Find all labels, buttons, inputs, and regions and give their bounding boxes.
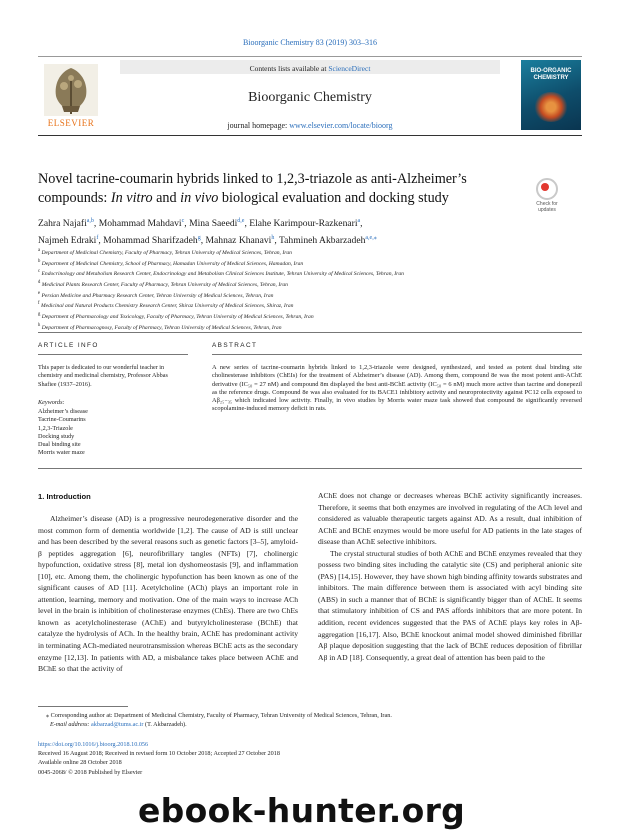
author[interactable]: Mohammad Mahdavi$^c$ bbox=[98, 218, 185, 230]
keyword: Docking study bbox=[38, 432, 75, 440]
watermark-text: ebook-hunter.org bbox=[138, 791, 466, 830]
title-part2: biological evaluation and docking study bbox=[218, 190, 449, 206]
sciencedirect-link[interactable]: ScienceDirect bbox=[328, 64, 371, 73]
footnote-divider bbox=[38, 706, 128, 707]
contents-line bbox=[120, 64, 500, 73]
available-online: Available online 28 October 2018 bbox=[38, 759, 122, 767]
intro-paragraph: AChE does not change or decreases whereas BChE activity significantly increases. Therefore, it seems that both enzymes are involved in regulating of the ACh level and considered as valuable therapeutic targets against AD. As a result, dual inhibition of AChE and BChE enzymes would be more useful for AD patients in the late stages of disease than AChE selective inhibitors. bbox=[318, 491, 582, 547]
email-suffix: (T. Akbarzadeh). bbox=[143, 721, 187, 728]
journal-title: Bioorganic Chemistry bbox=[248, 90, 372, 105]
author[interactable]: Mahnaz Khanavi$^h$ bbox=[205, 235, 275, 247]
keyword: Tacrine-Coumarins bbox=[38, 416, 86, 424]
affiliation-item: $^f$ Medicinal and Natural Products Chemistry Research Center, Shiraz University of Medical Sciences, Shiraz, Iran bbox=[38, 301, 294, 310]
email-label: E-mail address: bbox=[50, 721, 92, 728]
abstract-header: ABSTRACT bbox=[212, 342, 258, 349]
abstract-text: A new series of tacrine-coumarin hybrids linked to 1,2,3-triazole were designed, synthesized, and tested as potent dual binding site cholinesterase inhibitors (ChEIs) for the treatment of Alzheimer’s disease (AD). Among them, compound 8e was the most potent anti-AChE derivative (IC₅₀ = 27 nM) and compound 8m displayed the best anti-BChE activity (IC₅₀ = 6 nM) much more active than tacrine and donepezil as the reference drugs. Compound 8e was also evaluated for its BACE1 inhibitory activity and neuroprotectivity against PC12 cells exposed to Aβ₂₅₋₃₅ which indicated low activity. Finally, in vivo studies by Morris water maze task showed that compound 8e significantly reversed scopolamine-induced memory deficit in rats. bbox=[212, 364, 582, 413]
homepage-prefix: journal homepage: bbox=[227, 121, 290, 130]
journal-homepage bbox=[120, 121, 500, 130]
copyright-line: 0045-2068/ © 2018 Published by Elsevier bbox=[38, 768, 143, 776]
keyword: 1,2,3-Triazole bbox=[38, 424, 73, 432]
author[interactable]: Mohammad Sharifzadeh$^g$ bbox=[103, 235, 201, 247]
author[interactable]: Mina Saeedi$^{d,e}$ bbox=[189, 218, 245, 230]
footnote-line: ⁎ Corresponding author at: Department of Medicinal Chemistry, Faculty of Pharmacy, Tehran University of Medical Sciences, Tehran, Iran. bbox=[46, 712, 392, 719]
intro-paragraph: Alzheimer’s disease (AD) is a progressive neurodegenerative disorder and the most common form of dementia worldwide [1,2]. The cause of AD is still unclear and has been described by the several reasons such as genetic factors [3–5], amyloid-β peptides aggregation [6], neurofibrillary tangles (NFTs) [7], cholinergic hypofunction, oxidative stress [8], metal ion dyshomeostasis [9], and inflammation [10], etc. Among them, the cholinergic hypofunction has been known as one of the significant causes of AD [11]. Acetylcholine (ACh) plays an important role in attention, learning, memory and motivation. One of the main ways to increase ACh level in the brain is inhibition of cholinesterase enzymes (ChEs). There are two ChEs known as acetylcholinesterase (AChE) and butyrylcholinesterase (BChE) that catalyze the hydrolysis of ACh. In the healthy brain, AChE has predominant activity in terminating ACh-mediated neurotransmission whereas BChE acts as the secondary enzyme [12,13]. In patients with AD, a misbalance takes place between AChE and BChE so that the activity of bbox=[38, 514, 298, 674]
divider bbox=[212, 354, 582, 355]
affiliation-item: $^b$ Department of Medicinal Chemistry, School of Pharmacy, Hamadan University of Medical Sciences, Hamadan, Iran bbox=[38, 258, 304, 267]
intro-paragraph: The crystal structural studies of both AChE and BChE enzymes revealed that they possess two binding sites including the catalytic site (CS) and peripheral anionic site (PAS) [14,15]. However, they have shown high binding affinity towards substrates and inhibitors. The main difference between them is associated with acyl binding site (ABS) in such a manner that of BChE is significantly bigger than of AChE. It seems that stimulatory inhibition of CS and PAS affords inhibitors that are more potent. In addition, recent evidences suggested that the PAS of AChE plays key roles in Aβ-aggregation [16,17]. Also, BChE knockout animal model showed diminished fibrillar Aβ plaque deposition suggesting that the lack of BChE reduces deposition of fibrillar Aβ in AD [18]. Consequently, a great deal of attention has been paid to the bbox=[318, 548, 582, 662]
affiliation-item: $^g$ Department of Pharmacology and Toxicology, Faculty of Pharmacy, Tehran University of Medical Sciences, Tehran, Iran bbox=[38, 311, 314, 320]
author[interactable]: Najmeh Edraki$^f$ bbox=[38, 235, 99, 247]
journal-cover-image[interactable] bbox=[521, 60, 581, 130]
title-and: and bbox=[152, 190, 181, 206]
cover-graphic bbox=[533, 92, 569, 122]
affiliation-item: $^e$ Persian Medicine and Pharmacy Research Center, Tehran University of Medical Sciences, Tehran, Iran bbox=[38, 290, 274, 299]
affiliations bbox=[38, 247, 578, 332]
article-title bbox=[38, 170, 518, 208]
article-info-header: ARTICLE INFO bbox=[38, 342, 99, 349]
affiliation-item: $^h$ Department of Pharmacognosy, Faculty of Pharmacy, Tehran University of Medical Sciences, Tehran, Iran bbox=[38, 322, 282, 331]
author-list: Zahra Najafi$^{a,b}$, Mohammad Mahdavi$^c$, Mina Saeedi$^{d,e}$, Elahe Karimpour-Razkenari$^a$, Najmeh Edraki$^f$, Mohammad Sharifzadeh$^g$, Mahnaz Khanavi$^h$, Tahmineh Akbarzadeh$^{a,e,⁎}$ bbox=[38, 218, 377, 247]
cover-title: BIO-ORGANIC CHEMISTRY bbox=[530, 68, 572, 81]
divider bbox=[38, 468, 582, 469]
check-updates-label: Check for updates bbox=[536, 201, 558, 213]
corresponding-author-footnote bbox=[38, 711, 578, 729]
title-italic-in-vivo: in vivo bbox=[180, 190, 219, 206]
affiliation-item: $^a$ Department of Medicinal Chemistry, Faculty of Pharmacy, Tehran University of Medical Sciences, Tehran, Iran bbox=[38, 248, 292, 256]
homepage-link[interactable]: www.elsevier.com/locate/bioorg bbox=[289, 121, 393, 130]
introduction-header: 1. Introduction bbox=[38, 492, 91, 501]
keyword: Alzheimer’s disease bbox=[38, 408, 88, 415]
title-part1: Novel tacrine-coumarin hybrids linked to 1,2,3-triazole as anti-Alzheimer’s compounds: bbox=[38, 171, 467, 206]
keyword: Morris water maze bbox=[38, 449, 85, 457]
affiliation-item: $^c$ Endocrinology and Metabolism Research Center, Endocrinology and Metabolism Clinical Sciences Institute, Tehran University of Medical Sciences, Tehran, Iran bbox=[38, 269, 404, 278]
author[interactable]: Tahmineh Akbarzadeh$^{a,e,⁎}$ bbox=[278, 235, 377, 247]
title-italic-in-vitro: In vitro bbox=[110, 190, 153, 206]
keyword: Dual binding site bbox=[38, 441, 81, 449]
doi-link[interactable]: https://doi.org/10.1016/j.bioorg.2018.10.056 bbox=[38, 741, 149, 748]
author[interactable]: Zahra Najafi$^{a,b}$ bbox=[38, 218, 94, 230]
affiliation-item: $^d$ Medicinal Plants Research Center, Faculty of Pharmacy, Tehran University of Medical Sciences, Tehran, Iran bbox=[38, 279, 288, 288]
body-column-right bbox=[318, 490, 582, 663]
elsevier-logo-text: ELSEVIER bbox=[47, 118, 95, 128]
body-column-left bbox=[38, 513, 298, 675]
keywords-header: Keywords: bbox=[38, 399, 65, 406]
check-for-updates-button[interactable] bbox=[530, 178, 564, 213]
contents-prefix: Contents lists available at bbox=[249, 64, 329, 73]
author[interactable]: Elahe Karimpour-Razkenari$^a$ bbox=[249, 218, 361, 230]
journal-reference[interactable]: Bioorganic Chemistry 83 (2019) 303–316 bbox=[242, 38, 378, 47]
footnote-email-line bbox=[38, 720, 578, 729]
doi-block bbox=[38, 740, 438, 777]
dedication: This paper is dedicated to our wonderful teacher in chemistry and medicinal chemistry, Professor Abbas Shafiee (1937–2016). bbox=[38, 364, 168, 388]
keywords-list bbox=[38, 408, 178, 458]
check-updates-icon bbox=[536, 178, 558, 200]
email-link[interactable]: akbarzad@tums.ac.ir bbox=[91, 721, 144, 728]
divider bbox=[38, 354, 188, 355]
elsevier-logo bbox=[40, 62, 102, 132]
divider bbox=[38, 332, 582, 333]
received-dates: Received 16 August 2018; Received in revised form 10 October 2018; Accepted 27 October 2018 bbox=[38, 750, 280, 758]
